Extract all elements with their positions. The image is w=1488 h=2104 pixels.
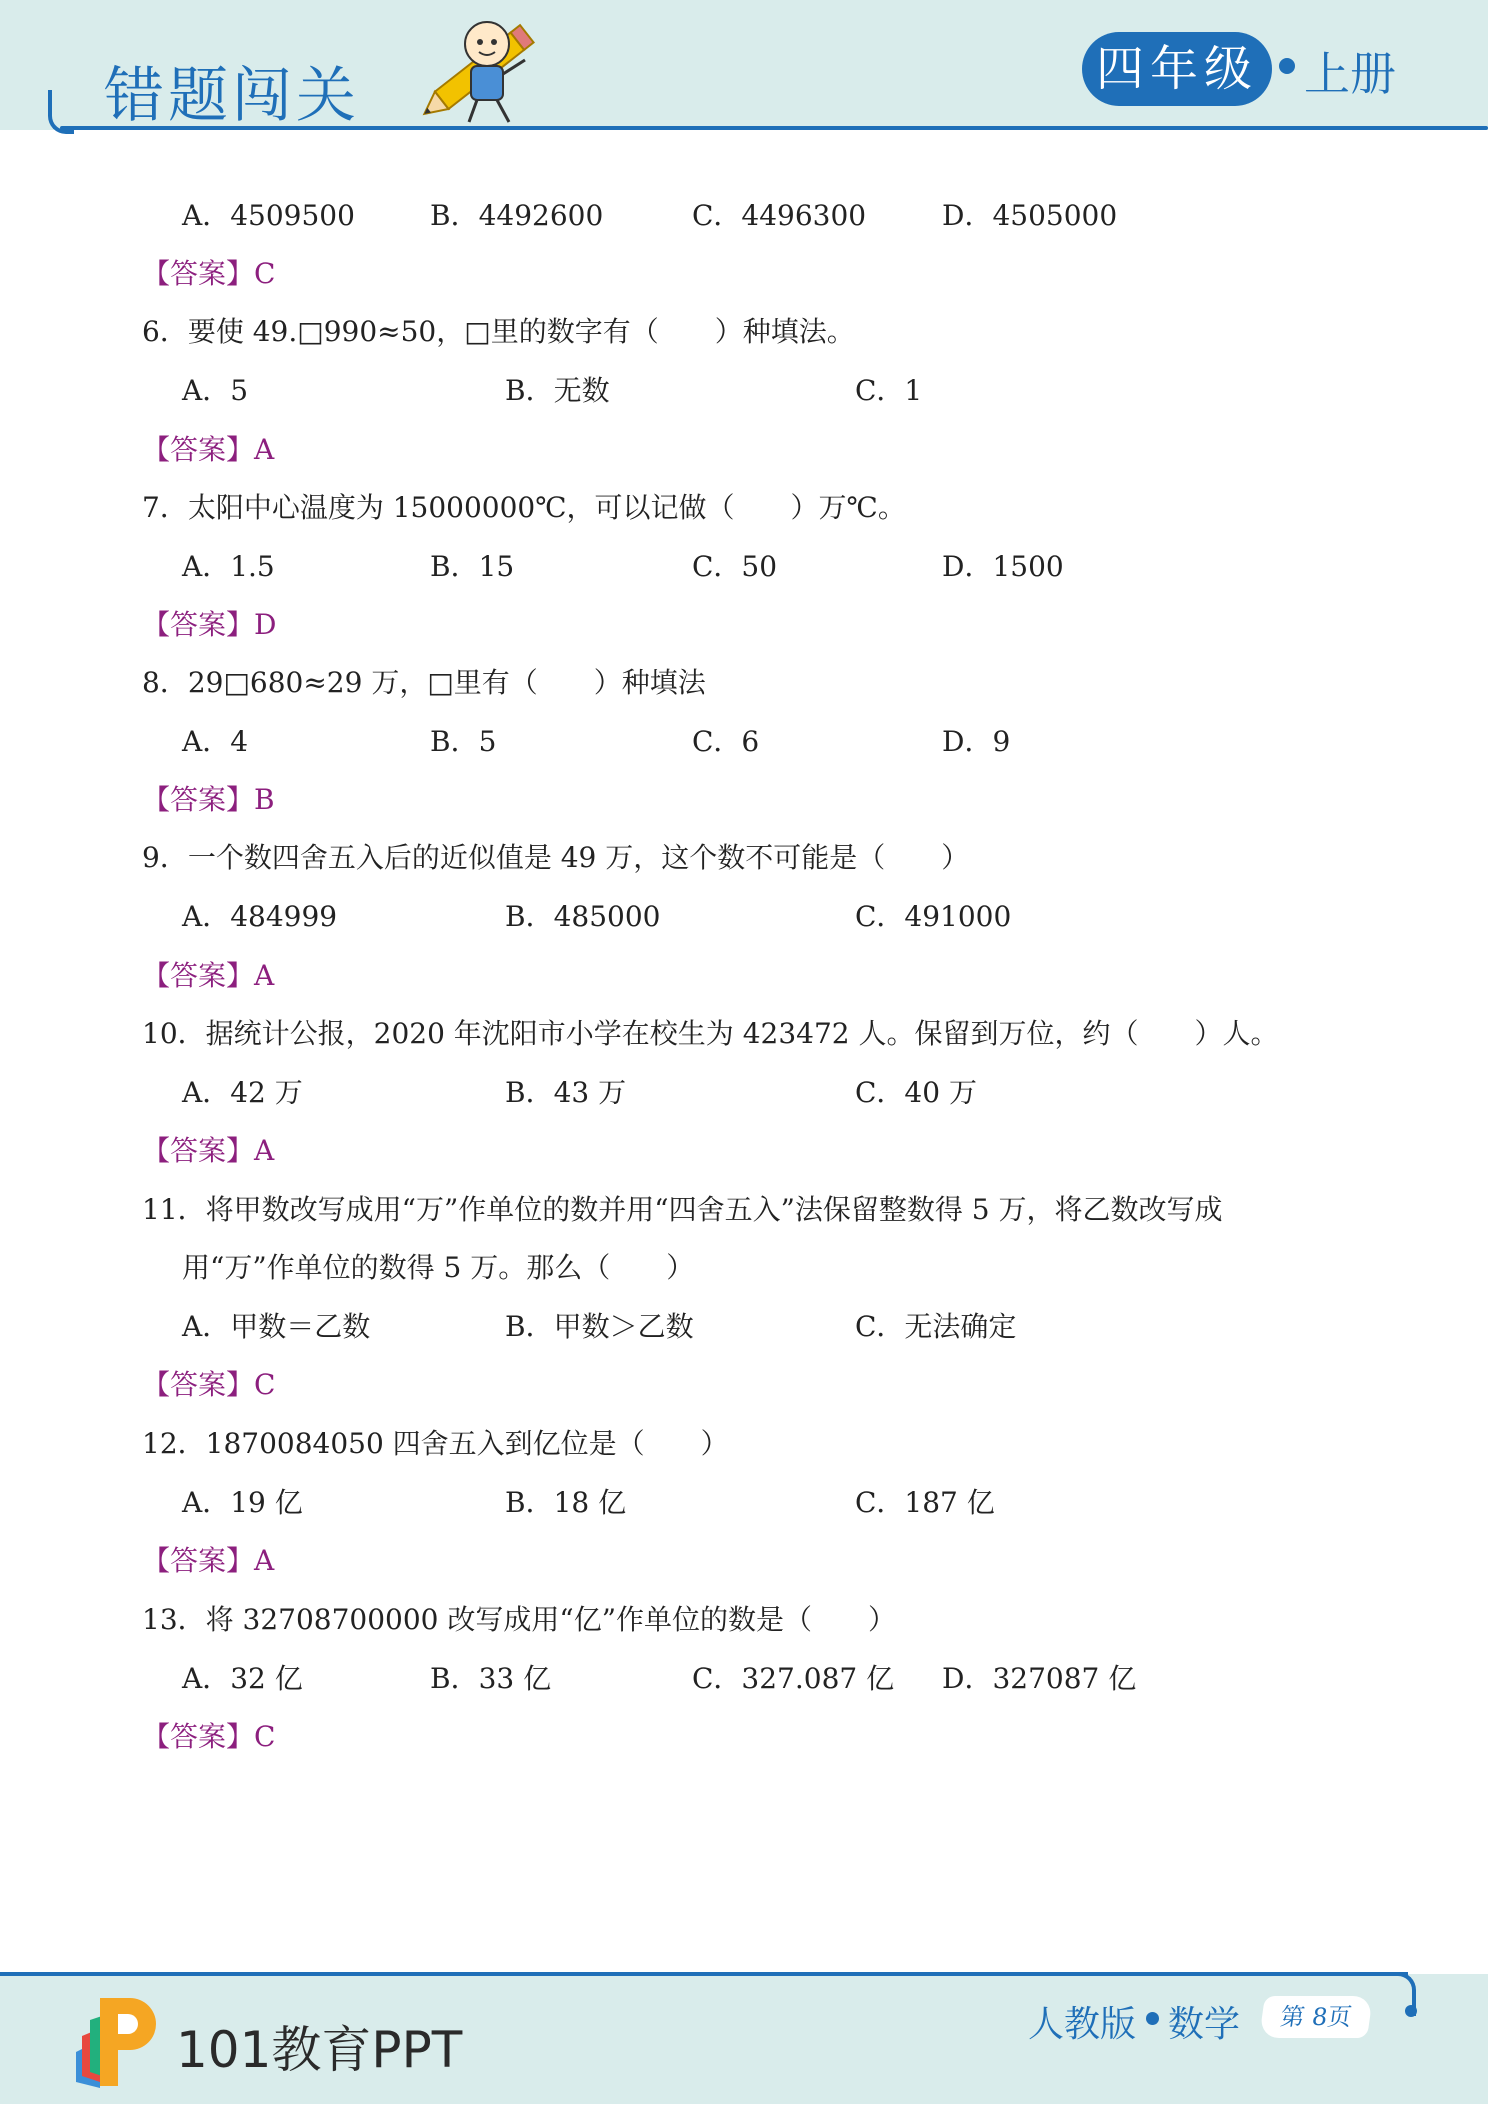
separator-dot [1279,58,1295,74]
answer-option: C．50 [692,550,778,583]
answer-option: A．甲数＝乙数 [182,1310,371,1343]
volume-label: 上册 [1304,47,1396,101]
header-title: 错题闯关 [104,61,360,131]
answer-option: B．43 万 [505,1076,627,1109]
subject-label: 数学 [1168,2004,1241,2045]
answer-key: 【答案】A [142,959,275,992]
question-text: 12．1870084050 四舍五入到亿位是（ ） [142,1427,729,1460]
grade-badge: 四年级 [1082,32,1272,106]
answer-key: 【答案】A [142,433,275,466]
answer-key: 【答案】C [142,1720,276,1753]
answer-key: 【答案】B [142,783,275,816]
footer-divider [0,1972,1408,1976]
question-text: 13．将 32708700000 改写成用“亿”作单位的数是（ ） [142,1603,897,1636]
answer-option: A．4 [182,725,249,758]
question-text: 9．一个数四舍五入后的近似值是 49 万，这个数不可能是（ ） [142,841,970,874]
answer-option: A．32 亿 [182,1662,303,1695]
answer-option: D．4505000 [942,199,1118,232]
answer-key: 【答案】D [142,608,277,641]
separator-dot [1146,2012,1159,2025]
answer-option: B．5 [430,725,497,758]
answer-option: B．无数 [505,374,610,407]
footer-dot-decoration [1405,2005,1417,2017]
answer-option: A．5 [182,374,249,407]
answer-option: B．485000 [505,900,661,933]
edition-label: 人教版 [1028,2004,1137,2045]
answer-key: 【答案】C [142,1368,276,1401]
brand-logo-text: 101教育PPT [176,2021,463,2079]
question-text: 7．太阳中心温度为 15000000℃，可以记做（ ）万℃。 [142,491,906,524]
answer-option: C．187 亿 [855,1486,995,1519]
answer-option: D．9 [942,725,1011,758]
page-number: 第 8页 [1259,1996,1373,2038]
answer-option: C．491000 [855,900,1012,933]
answer-option: A．19 亿 [182,1486,303,1519]
brand-logo-icon [66,1990,166,2090]
answer-option: A．4509500 [182,199,355,232]
answer-option: A．42 万 [182,1076,303,1109]
answer-option: A．484999 [182,900,338,933]
answer-option: D．1500 [942,550,1064,583]
pencil-mascot-icon [405,14,550,126]
answer-option: C．1 [855,374,923,407]
answer-option: B．18 亿 [505,1486,627,1519]
answer-key: 【答案】A [142,1544,275,1577]
answer-option: B．15 [430,550,515,583]
answer-option: C．6 [692,725,760,758]
answer-option: C．无法确定 [855,1310,1017,1343]
answer-option: B．4492600 [430,199,604,232]
answer-option: C．327.087 亿 [692,1662,895,1695]
answer-option: B．33 亿 [430,1662,552,1695]
question-text: 6．要使 49.□990≈50，□里的数字有（ ）种填法。 [142,315,855,348]
answer-option: A．1.5 [182,550,275,583]
question-text: 10．据统计公报，2020 年沈阳市小学在校生为 423472 人。保留到万位，约（ ）人。 [142,1017,1279,1050]
answer-key: 【答案】A [142,1134,275,1167]
answer-option: D．327087 亿 [942,1662,1137,1695]
answer-option: C．4496300 [692,199,867,232]
question-text: 8．29□680≈29 万，□里有（ ）种填法 [142,666,706,699]
question-text: 11．将甲数改写成用“万”作单位的数并用“四舍五入”法保留整数得 5 万，将乙数改写成 [142,1193,1223,1226]
answer-option: C．40 万 [855,1076,977,1109]
answer-option: B．甲数＞乙数 [505,1310,694,1343]
question-text: 用“万”作单位的数得 5 万。那么（ ） [182,1251,695,1284]
answer-key: 【答案】C [142,257,276,290]
